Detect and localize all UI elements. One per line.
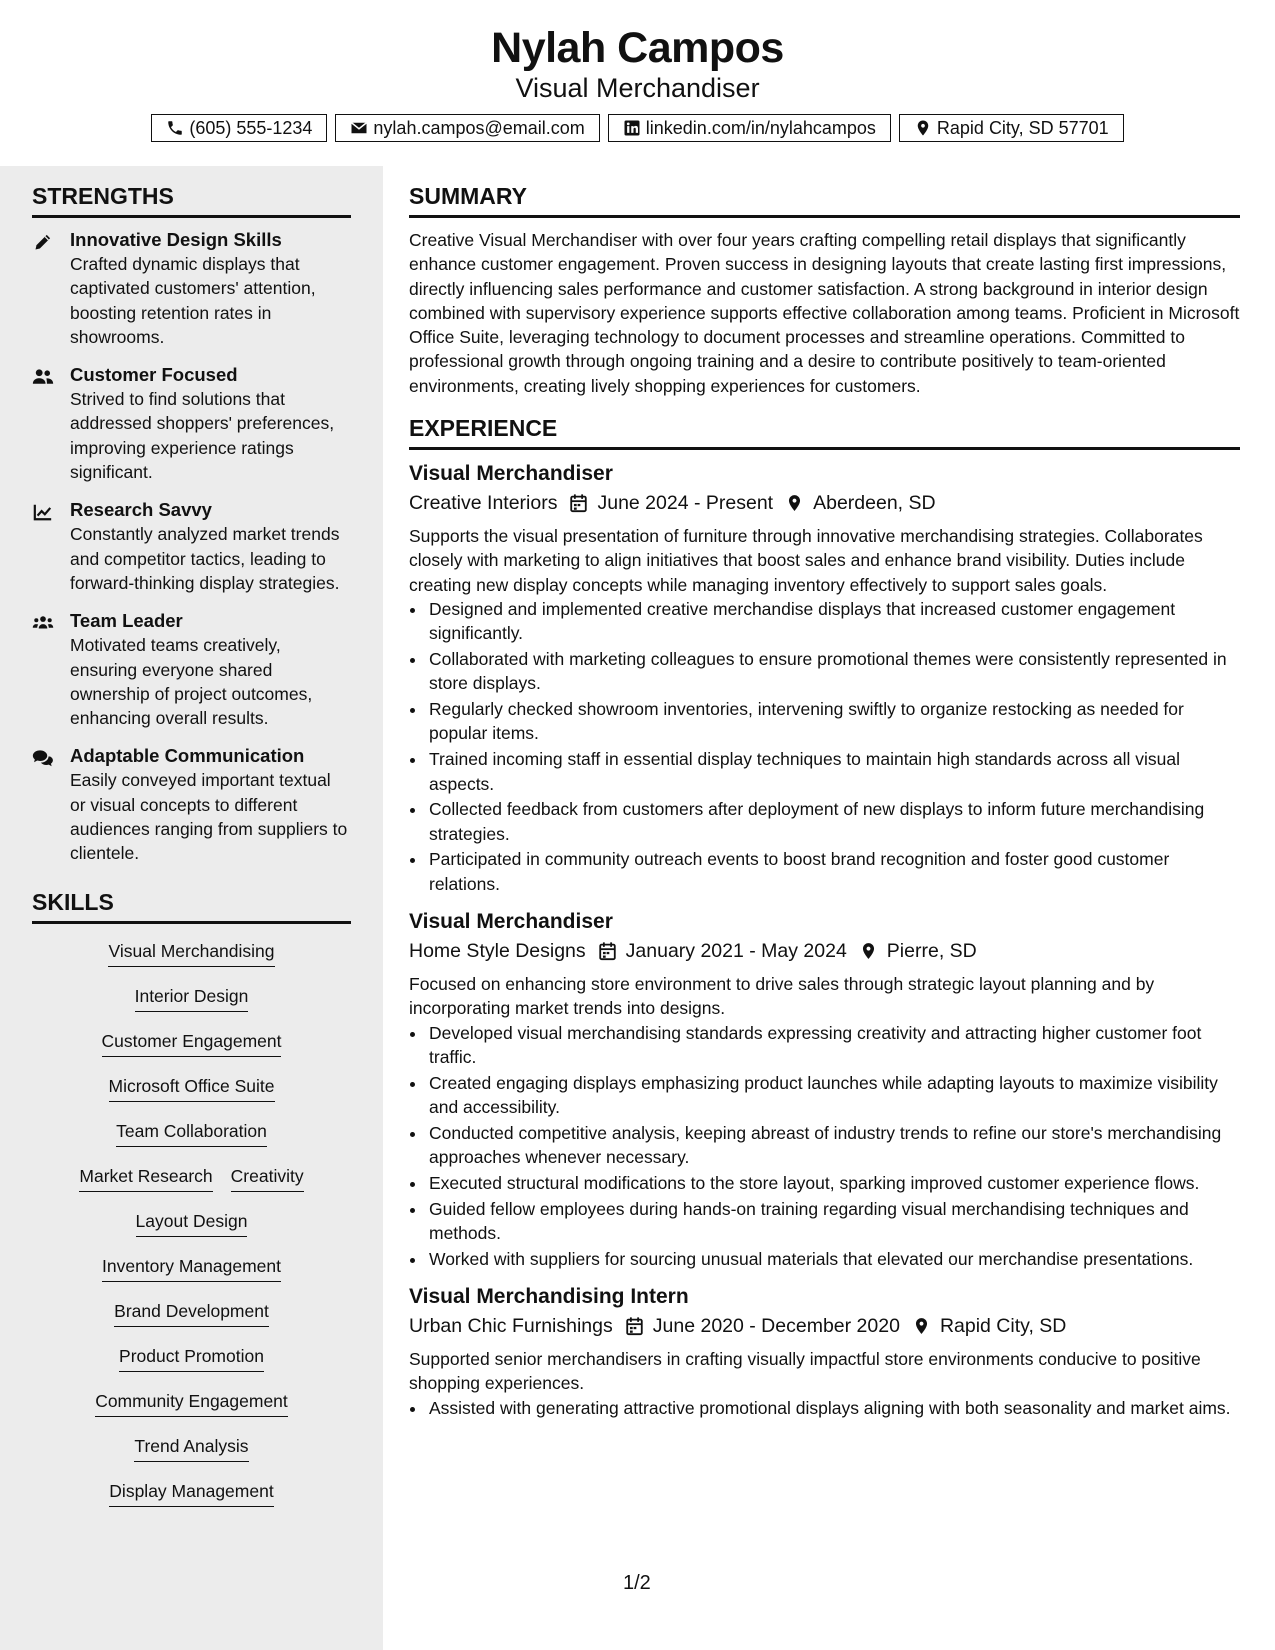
skill-tag: Product Promotion: [119, 1343, 264, 1372]
team-icon: [32, 613, 54, 633]
strengths-heading: STRENGTHS: [32, 182, 351, 218]
job-company: Creative Interiors: [409, 492, 558, 515]
skill-tag: Market Research: [79, 1163, 212, 1192]
page-number: 1/2: [623, 1572, 651, 1594]
strength-description: Constantly analyzed market trends and competitor tactics, leading to forward-thinking display strategies.: [70, 524, 340, 593]
strength-item: [32, 228, 351, 349]
calendar-icon: [569, 493, 588, 513]
strength-description: Motivated teams creatively, ensuring everyone shared ownership of project outcomes, enhancing overall results.: [70, 635, 313, 729]
job-bullets: [409, 597, 1240, 896]
job-bullet: • Participated in community outreach events to boost brand recognition and foster good customer relations.: [427, 847, 1240, 896]
contact-phone: [151, 114, 327, 142]
job-bullet: • Regularly checked showroom inventories, intervening swiftly to organize restocking as needed for popular items.: [427, 697, 1240, 746]
candidate-role: Visual Merchandiser: [515, 73, 760, 103]
job-bullet: • Created engaging displays emphasizing product launches while adapting layouts to maximize visibility and accessibility.: [427, 1071, 1240, 1120]
skill-tag: Brand Development: [114, 1298, 269, 1327]
linkedin-text: linkedin.com/in/nylahcampos: [645, 117, 876, 138]
strength-title: Customer Focused: [70, 364, 238, 386]
chart-line-icon: [32, 502, 54, 522]
map-pin-icon: [859, 941, 878, 961]
job-bullet: • Designed and implemented creative merchandise displays that increased customer engagement significantly.: [427, 597, 1240, 646]
strength-title: Research Savvy: [70, 499, 212, 521]
strength-title: Adaptable Communication: [70, 745, 305, 767]
job-bullets: [409, 1021, 1240, 1271]
summary-text: Creative Visual Merchandiser with over four years crafting compelling retail displays that significantly enhance customer engagement. Proven success in designing layouts that create lasting first impressions, directly influencing sales performance and customer satisfaction. A strong background in interior design combined with supervisory experience supports effective collaboration among teams. Proficient in Microsoft Office Suite, leveraging technology to document processes and streamline operations. Committed to professional growth through ongoing training and a desire to contribute positively to team-oriented environments, creating lively shopping experiences for customers.: [409, 230, 1240, 396]
strength-item: [32, 498, 351, 595]
candidate-name: Nylah Campos: [491, 24, 784, 72]
job-location: Aberdeen, SD: [813, 492, 936, 515]
skill-tag: Trend Analysis: [134, 1433, 248, 1462]
job-bullet: • Conducted competitive analysis, keeping abreast of industry trends to refine our store's merchandising approaches whenever necessary.: [427, 1121, 1240, 1170]
phone-text: (605) 555-1234: [189, 117, 313, 138]
job-meta: [409, 936, 1240, 966]
job-bullet: • Executed structural modifications to the store layout, sparking improved customer experience flows.: [427, 1171, 1240, 1195]
job-company: Home Style Designs: [409, 940, 586, 963]
job-title: Visual Merchandiser: [409, 910, 613, 934]
skill-tag: Interior Design: [135, 983, 249, 1012]
calendar-icon: [625, 1316, 644, 1336]
location-text: Rapid City, SD 57701: [936, 117, 1109, 138]
contact-linkedin: [608, 114, 891, 142]
right-column: [409, 182, 1240, 1432]
job-location: Pierre, SD: [886, 940, 977, 963]
job-bullet: • Trained incoming staff in essential display techniques to maintain high standards across all visual aspects.: [427, 747, 1240, 796]
job-location: Rapid City, SD: [939, 1315, 1067, 1338]
job-bullet: • Assisted with generating attractive promotional displays aligning with both seasonality and market aims.: [427, 1396, 1240, 1420]
map-pin-icon: [912, 1316, 931, 1336]
strength-title: Team Leader: [70, 610, 183, 632]
skill-tag: Display Management: [109, 1478, 273, 1507]
job-dates: January 2021 - May 2024: [625, 940, 847, 963]
job-bullet: • Developed visual merchandising standards expressing creativity and attracting higher customer foot traffic.: [427, 1021, 1240, 1070]
job-bullet: • Collected feedback from customers after deployment of new displays to inform future merchandising strategies.: [427, 797, 1240, 846]
job-entry: [409, 460, 1240, 896]
skill-tag: Team Collaboration: [116, 1118, 267, 1147]
job-entry: [409, 1283, 1240, 1420]
job-dates: June 2020 - December 2020: [652, 1315, 900, 1338]
strength-item: [32, 744, 351, 865]
job-company: Urban Chic Furnishings: [409, 1315, 613, 1338]
job-dates: June 2024 - Present: [597, 492, 774, 515]
skill-tag: Visual Merchandising: [108, 938, 274, 967]
comments-icon: [32, 748, 54, 768]
job-entry: [409, 908, 1240, 1271]
job-description: Supports the visual presentation of furniture through innovative merchandising strategies. Collaborates closely with marketing to align initiatives that boost sales and enhance brand visibility. Duties include creating new display concepts while managing inventory effectively to support sales goals.: [409, 526, 1203, 595]
strength-description: Crafted dynamic displays that captivated customers' attention, boosting retention rates in showrooms.: [70, 254, 316, 347]
left-column: [32, 182, 351, 1523]
skill-tag: Microsoft Office Suite: [109, 1073, 275, 1102]
job-bullet: • Collaborated with marketing colleagues to ensure promotional themes were consistently represented in store displays.: [427, 647, 1240, 696]
job-meta: [409, 1311, 1240, 1341]
map-pin-icon: [785, 493, 804, 513]
linkedin-icon: [623, 119, 641, 137]
contact-location: [899, 114, 1124, 142]
contact-email: [335, 114, 599, 142]
job-bullet: • Guided fellow employees during hands-on training regarding visual merchandising techniques and methods.: [427, 1197, 1240, 1246]
strength-description: Easily conveyed important textual or visual concepts to different audiences ranging from suppliers to clientele.: [70, 770, 348, 864]
job-title: Visual Merchandiser: [409, 462, 613, 486]
job-title: Visual Merchandising Intern: [409, 1285, 689, 1309]
strength-item: [32, 609, 351, 730]
users-icon: [32, 367, 54, 387]
resume-header: [0, 22, 1275, 142]
contact-bar: [0, 114, 1275, 142]
skill-tag: Inventory Management: [102, 1253, 281, 1282]
strength-description: Strived to find solutions that addressed shoppers' preferences, improving experience ratings significant.: [70, 389, 335, 483]
job-description: Focused on enhancing store environment to drive sales through strategic layout planning and by incorporating market trends into designs.: [409, 974, 1155, 1019]
skill-tag: Creativity: [231, 1163, 304, 1192]
skills-heading: SKILLS: [32, 888, 351, 924]
strength-title: Innovative Design Skills: [70, 229, 282, 250]
pencil-icon: [32, 232, 54, 252]
job-meta: [409, 488, 1240, 518]
skills-list: [32, 938, 351, 1523]
job-bullets: [409, 1396, 1240, 1420]
calendar-icon: [598, 941, 617, 961]
job-description: Supported senior merchandisers in crafting visually impactful store environments conducive to positive shopping experiences.: [409, 1349, 1201, 1394]
phone-icon: [166, 119, 184, 137]
experience-heading: EXPERIENCE: [409, 414, 1240, 450]
summary-heading: SUMMARY: [409, 182, 1240, 218]
skill-tag: Layout Design: [136, 1208, 248, 1237]
skill-tag: Customer Engagement: [102, 1028, 282, 1057]
email-text: nylah.campos@email.com: [373, 117, 585, 138]
job-bullet: • Worked with suppliers for sourcing unusual materials that elevated our merchandise presentations.: [427, 1247, 1240, 1271]
strength-item: [32, 363, 351, 484]
skill-tag: Community Engagement: [95, 1388, 288, 1417]
envelope-icon: [350, 119, 368, 137]
map-pin-icon: [914, 119, 932, 137]
